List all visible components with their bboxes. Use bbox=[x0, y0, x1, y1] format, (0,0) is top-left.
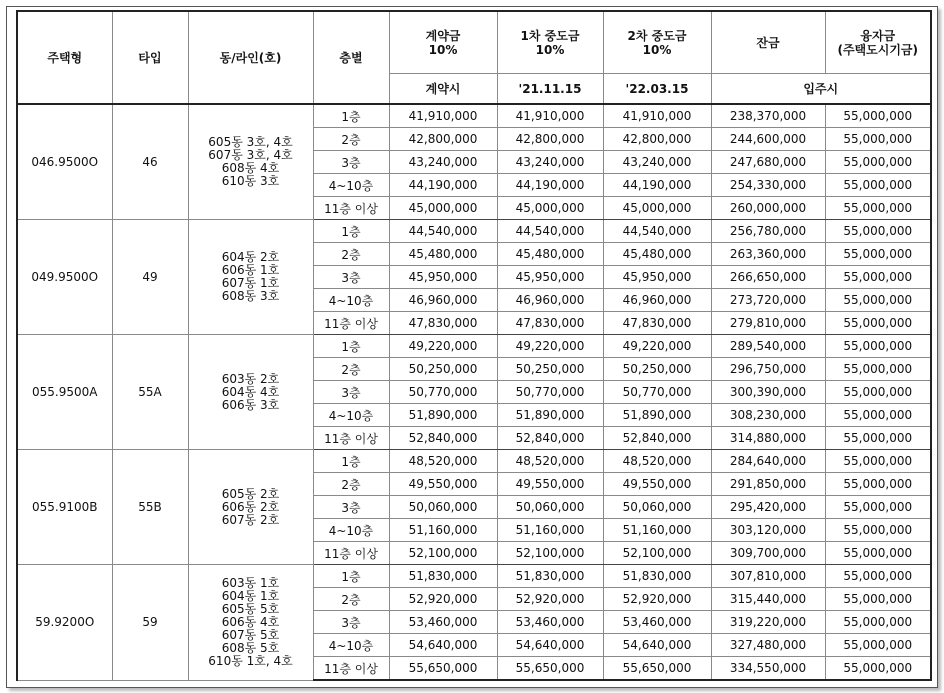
loan-cell: 55,000,000 bbox=[825, 220, 931, 243]
deposit-cell: 50,250,000 bbox=[389, 358, 497, 381]
balance-cell: 244,600,000 bbox=[711, 128, 825, 151]
balance-cell: 308,230,000 bbox=[711, 404, 825, 427]
floor-cell: 3층 bbox=[313, 266, 389, 289]
mid1-cell: 49,550,000 bbox=[497, 473, 603, 496]
mid1-cell: 47,830,000 bbox=[497, 312, 603, 335]
mid1-cell: 44,190,000 bbox=[497, 174, 603, 197]
mid1-cell: 49,220,000 bbox=[497, 335, 603, 358]
balance-cell: 309,700,000 bbox=[711, 542, 825, 565]
deposit-cell: 43,240,000 bbox=[389, 151, 497, 174]
balance-cell: 300,390,000 bbox=[711, 381, 825, 404]
housing-type-cell: 046.9500O bbox=[17, 104, 112, 220]
loan-cell: 55,000,000 bbox=[825, 404, 931, 427]
header-mid1-pct: 10% bbox=[535, 42, 565, 57]
balance-cell: 254,330,000 bbox=[711, 174, 825, 197]
floor-cell: 3층 bbox=[313, 151, 389, 174]
mid2-cell: 43,240,000 bbox=[603, 151, 711, 174]
header-loan bbox=[825, 11, 931, 74]
deposit-cell: 45,000,000 bbox=[389, 197, 497, 220]
mid1-cell: 51,160,000 bbox=[497, 519, 603, 542]
header-move-in: 입주시 bbox=[711, 74, 931, 105]
header-loan-title: 융자금 bbox=[860, 28, 896, 43]
type-cell: 59 bbox=[112, 565, 188, 681]
mid2-cell: 45,000,000 bbox=[603, 197, 711, 220]
mid2-cell: 44,540,000 bbox=[603, 220, 711, 243]
floor-cell: 4~10층 bbox=[313, 289, 389, 312]
deposit-cell: 47,830,000 bbox=[389, 312, 497, 335]
deposit-cell: 46,960,000 bbox=[389, 289, 497, 312]
floor-cell: 2층 bbox=[313, 358, 389, 381]
header-dong-line: 동/라인(호) bbox=[188, 11, 313, 104]
balance-cell: 289,540,000 bbox=[711, 335, 825, 358]
header-floor: 층별 bbox=[313, 11, 389, 104]
mid1-cell: 48,520,000 bbox=[497, 450, 603, 473]
header-type: 타입 bbox=[112, 11, 188, 104]
mid1-cell: 52,920,000 bbox=[497, 588, 603, 611]
dong-line-item: 604동 1호 bbox=[221, 588, 280, 603]
payment-schedule-table bbox=[16, 10, 932, 681]
floor-cell: 2층 bbox=[313, 128, 389, 151]
deposit-cell: 51,160,000 bbox=[389, 519, 497, 542]
mid2-cell: 42,800,000 bbox=[603, 128, 711, 151]
loan-cell: 55,000,000 bbox=[825, 266, 931, 289]
floor-cell: 11층 이상 bbox=[313, 197, 389, 220]
loan-cell: 55,000,000 bbox=[825, 381, 931, 404]
floor-cell: 4~10층 bbox=[313, 404, 389, 427]
deposit-cell: 49,220,000 bbox=[389, 335, 497, 358]
mid2-cell: 51,830,000 bbox=[603, 565, 711, 588]
balance-cell: 334,550,000 bbox=[711, 657, 825, 681]
deposit-cell: 45,950,000 bbox=[389, 266, 497, 289]
mid2-cell: 55,650,000 bbox=[603, 657, 711, 681]
table-body bbox=[17, 104, 931, 680]
balance-cell: 247,680,000 bbox=[711, 151, 825, 174]
floor-cell: 2층 bbox=[313, 243, 389, 266]
mid1-cell: 50,060,000 bbox=[497, 496, 603, 519]
floor-cell: 2층 bbox=[313, 473, 389, 496]
header-housing-type: 주택형 bbox=[17, 11, 112, 104]
mid2-cell: 52,840,000 bbox=[603, 427, 711, 450]
loan-cell: 55,000,000 bbox=[825, 174, 931, 197]
dong-line-item: 606동 3호 bbox=[221, 397, 280, 412]
dong-line-item: 610동 3호 bbox=[221, 174, 280, 188]
type-cell: 55A bbox=[112, 335, 188, 450]
loan-cell: 55,000,000 bbox=[825, 335, 931, 358]
balance-cell: 263,360,000 bbox=[711, 243, 825, 266]
deposit-cell: 55,650,000 bbox=[389, 657, 497, 681]
table-row bbox=[17, 565, 931, 588]
balance-cell: 260,000,000 bbox=[711, 197, 825, 220]
loan-cell: 55,000,000 bbox=[825, 473, 931, 496]
deposit-cell: 49,550,000 bbox=[389, 473, 497, 496]
mid1-cell: 51,830,000 bbox=[497, 565, 603, 588]
table-row bbox=[17, 104, 931, 128]
mid2-cell: 49,550,000 bbox=[603, 473, 711, 496]
deposit-cell: 48,520,000 bbox=[389, 450, 497, 473]
dong-line-item: 604동 4호 bbox=[221, 384, 280, 399]
type-cell: 46 bbox=[112, 104, 188, 220]
mid2-cell: 47,830,000 bbox=[603, 312, 711, 335]
mid2-cell: 50,060,000 bbox=[603, 496, 711, 519]
floor-cell: 1층 bbox=[313, 565, 389, 588]
balance-cell: 291,850,000 bbox=[711, 473, 825, 496]
dong-line-item: 607동 3호, 4호 bbox=[208, 148, 293, 162]
mid1-cell: 53,460,000 bbox=[497, 611, 603, 634]
header-loan-sub: (주택도시기금) bbox=[837, 42, 919, 57]
balance-cell: 279,810,000 bbox=[711, 312, 825, 335]
floor-cell: 3층 bbox=[313, 381, 389, 404]
loan-cell: 55,000,000 bbox=[825, 519, 931, 542]
header-mid2-pct: 10% bbox=[642, 42, 672, 57]
mid1-cell: 42,800,000 bbox=[497, 128, 603, 151]
dong-line-cell bbox=[188, 565, 313, 681]
dong-line-item: 606동 1호 bbox=[221, 263, 280, 277]
mid2-cell: 44,190,000 bbox=[603, 174, 711, 197]
loan-cell: 55,000,000 bbox=[825, 243, 931, 266]
balance-cell: 256,780,000 bbox=[711, 220, 825, 243]
balance-cell: 315,440,000 bbox=[711, 588, 825, 611]
mid2-cell: 52,920,000 bbox=[603, 588, 711, 611]
loan-cell: 55,000,000 bbox=[825, 151, 931, 174]
floor-cell: 1층 bbox=[313, 220, 389, 243]
floor-cell: 1층 bbox=[313, 450, 389, 473]
deposit-cell: 51,890,000 bbox=[389, 404, 497, 427]
dong-line-item: 610동 1호, 4호 bbox=[208, 653, 293, 668]
header-deposit-when: 계약시 bbox=[389, 74, 497, 105]
deposit-cell: 50,060,000 bbox=[389, 496, 497, 519]
dong-line-item: 608동 3호 bbox=[221, 289, 280, 303]
header-deposit bbox=[389, 11, 497, 74]
balance-cell: 319,220,000 bbox=[711, 611, 825, 634]
dong-line-item: 603동 1호 bbox=[221, 575, 280, 590]
header-mid1-when: '21.11.15 bbox=[497, 74, 603, 105]
header-mid2-when: '22.03.15 bbox=[603, 74, 711, 105]
mid2-cell: 54,640,000 bbox=[603, 634, 711, 657]
loan-cell: 55,000,000 bbox=[825, 427, 931, 450]
deposit-cell: 44,190,000 bbox=[389, 174, 497, 197]
mid1-cell: 44,540,000 bbox=[497, 220, 603, 243]
deposit-cell: 50,770,000 bbox=[389, 381, 497, 404]
mid2-cell: 50,770,000 bbox=[603, 381, 711, 404]
loan-cell: 55,000,000 bbox=[825, 197, 931, 220]
deposit-cell: 54,640,000 bbox=[389, 634, 497, 657]
mid1-cell: 50,770,000 bbox=[497, 381, 603, 404]
loan-cell: 55,000,000 bbox=[825, 657, 931, 681]
dong-line-cell bbox=[188, 220, 313, 335]
dong-line-cell bbox=[188, 335, 313, 450]
mid1-cell: 51,890,000 bbox=[497, 404, 603, 427]
table-row bbox=[17, 220, 931, 243]
type-cell: 49 bbox=[112, 220, 188, 335]
mid1-cell: 41,910,000 bbox=[497, 104, 603, 128]
floor-cell: 3층 bbox=[313, 611, 389, 634]
loan-cell: 55,000,000 bbox=[825, 128, 931, 151]
dong-line-item: 605동 2호 bbox=[221, 486, 280, 501]
dong-line-item: 607동 5호 bbox=[221, 627, 280, 642]
floor-cell: 1층 bbox=[313, 335, 389, 358]
mid1-cell: 46,960,000 bbox=[497, 289, 603, 312]
balance-cell: 284,640,000 bbox=[711, 450, 825, 473]
header-mid1 bbox=[497, 11, 603, 74]
table-row bbox=[17, 335, 931, 358]
balance-cell: 314,880,000 bbox=[711, 427, 825, 450]
deposit-cell: 44,540,000 bbox=[389, 220, 497, 243]
dong-line-cell bbox=[188, 450, 313, 565]
deposit-cell: 52,100,000 bbox=[389, 542, 497, 565]
mid2-cell: 45,480,000 bbox=[603, 243, 711, 266]
deposit-cell: 51,830,000 bbox=[389, 565, 497, 588]
mid2-cell: 49,220,000 bbox=[603, 335, 711, 358]
floor-cell: 11층 이상 bbox=[313, 657, 389, 681]
balance-cell: 273,720,000 bbox=[711, 289, 825, 312]
deposit-cell: 53,460,000 bbox=[389, 611, 497, 634]
mid1-cell: 45,480,000 bbox=[497, 243, 603, 266]
deposit-cell: 41,910,000 bbox=[389, 104, 497, 128]
loan-cell: 55,000,000 bbox=[825, 496, 931, 519]
floor-cell: 2층 bbox=[313, 588, 389, 611]
floor-cell: 11층 이상 bbox=[313, 542, 389, 565]
mid2-cell: 51,890,000 bbox=[603, 404, 711, 427]
mid1-cell: 54,640,000 bbox=[497, 634, 603, 657]
header-mid1-title: 1차 중도금 bbox=[520, 28, 580, 43]
loan-cell: 55,000,000 bbox=[825, 588, 931, 611]
header-mid2 bbox=[603, 11, 711, 74]
mid2-cell: 41,910,000 bbox=[603, 104, 711, 128]
loan-cell: 55,000,000 bbox=[825, 542, 931, 565]
dong-line-item: 605동 5호 bbox=[221, 601, 280, 616]
balance-cell: 307,810,000 bbox=[711, 565, 825, 588]
housing-type-cell: 055.9500A bbox=[17, 335, 112, 450]
balance-cell: 266,650,000 bbox=[711, 266, 825, 289]
balance-cell: 327,480,000 bbox=[711, 634, 825, 657]
dong-line-item: 606동 2호 bbox=[221, 499, 280, 514]
loan-cell: 55,000,000 bbox=[825, 358, 931, 381]
mid2-cell: 46,960,000 bbox=[603, 289, 711, 312]
floor-cell: 11층 이상 bbox=[313, 427, 389, 450]
dong-line-cell bbox=[188, 104, 313, 220]
header-deposit-pct: 10% bbox=[428, 42, 458, 57]
floor-cell: 4~10층 bbox=[313, 634, 389, 657]
dong-line-item: 607동 1호 bbox=[221, 276, 280, 290]
table-row bbox=[17, 450, 931, 473]
housing-type-cell: 055.9100B bbox=[17, 450, 112, 565]
loan-cell: 55,000,000 bbox=[825, 289, 931, 312]
housing-type-cell: 049.9500O bbox=[17, 220, 112, 335]
balance-cell: 296,750,000 bbox=[711, 358, 825, 381]
mid1-cell: 45,000,000 bbox=[497, 197, 603, 220]
dong-line-item: 606동 4호 bbox=[221, 614, 280, 629]
loan-cell: 55,000,000 bbox=[825, 450, 931, 473]
mid2-cell: 45,950,000 bbox=[603, 266, 711, 289]
dong-line-item: 608동 4호 bbox=[221, 161, 280, 175]
balance-cell: 295,420,000 bbox=[711, 496, 825, 519]
header-deposit-title: 계약금 bbox=[425, 28, 461, 43]
mid2-cell: 53,460,000 bbox=[603, 611, 711, 634]
deposit-cell: 42,800,000 bbox=[389, 128, 497, 151]
loan-cell: 55,000,000 bbox=[825, 634, 931, 657]
deposit-cell: 52,920,000 bbox=[389, 588, 497, 611]
dong-line-item: 608동 5호 bbox=[221, 640, 280, 655]
deposit-cell: 45,480,000 bbox=[389, 243, 497, 266]
mid2-cell: 51,160,000 bbox=[603, 519, 711, 542]
mid1-cell: 45,950,000 bbox=[497, 266, 603, 289]
dong-line-item: 603동 2호 bbox=[221, 371, 280, 386]
mid1-cell: 52,840,000 bbox=[497, 427, 603, 450]
floor-cell: 3층 bbox=[313, 496, 389, 519]
header-balance: 잔금 bbox=[711, 11, 825, 74]
balance-cell: 303,120,000 bbox=[711, 519, 825, 542]
loan-cell: 55,000,000 bbox=[825, 565, 931, 588]
mid2-cell: 48,520,000 bbox=[603, 450, 711, 473]
housing-type-cell: 59.9200O bbox=[17, 565, 112, 681]
mid1-cell: 55,650,000 bbox=[497, 657, 603, 681]
mid2-cell: 50,250,000 bbox=[603, 358, 711, 381]
loan-cell: 55,000,000 bbox=[825, 312, 931, 335]
floor-cell: 4~10층 bbox=[313, 519, 389, 542]
floor-cell: 4~10층 bbox=[313, 174, 389, 197]
mid1-cell: 52,100,000 bbox=[497, 542, 603, 565]
document-frame bbox=[6, 6, 938, 688]
mid1-cell: 50,250,000 bbox=[497, 358, 603, 381]
floor-cell: 11층 이상 bbox=[313, 312, 389, 335]
dong-line-item: 605동 3호, 4호 bbox=[208, 135, 293, 149]
dong-line-item: 607동 2호 bbox=[221, 512, 280, 527]
dong-line-item: 604동 2호 bbox=[221, 250, 280, 264]
loan-cell: 55,000,000 bbox=[825, 611, 931, 634]
balance-cell: 238,370,000 bbox=[711, 104, 825, 128]
mid2-cell: 52,100,000 bbox=[603, 542, 711, 565]
type-cell: 55B bbox=[112, 450, 188, 565]
deposit-cell: 52,840,000 bbox=[389, 427, 497, 450]
floor-cell: 1층 bbox=[313, 104, 389, 128]
loan-cell: 55,000,000 bbox=[825, 104, 931, 128]
header-mid2-title: 2차 중도금 bbox=[627, 28, 687, 43]
mid1-cell: 43,240,000 bbox=[497, 151, 603, 174]
